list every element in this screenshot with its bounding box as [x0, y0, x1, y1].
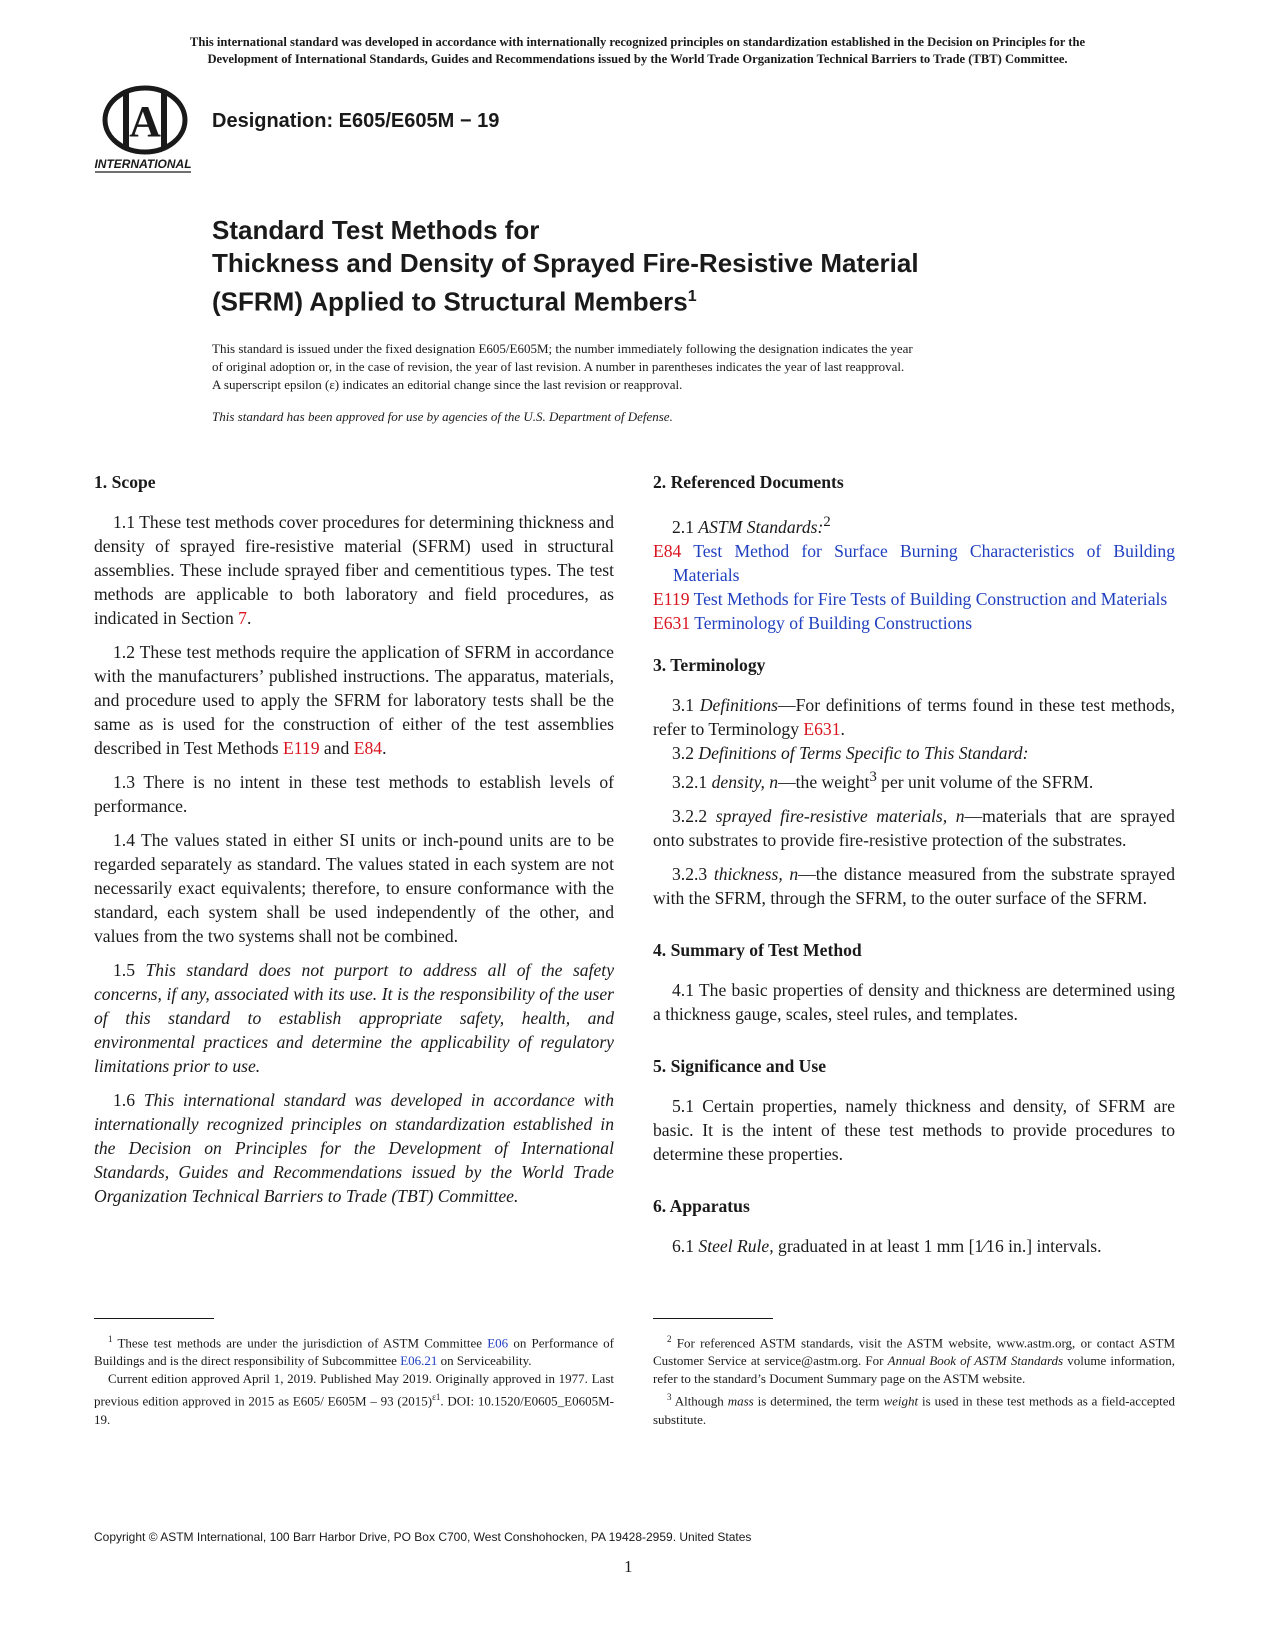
reference-item-e84[interactable] [653, 539, 1175, 587]
e631-link[interactable]: E631 [803, 718, 841, 739]
top-notice-line-2: Development of International Standards, Guides and Recommendations issued by the World Trade Organization Technical Barriers to Trade (TBT) Committee. [207, 52, 1068, 66]
reference-title[interactable]: Test Methods for Fire Tests of Building Construction and Materials [689, 588, 1168, 609]
edition-note-end: . DOI: 10.1520/E0605_E0605M-19. [94, 1393, 614, 1427]
reference-item-e119[interactable] [653, 587, 1175, 611]
paragraph-3-2-3-text: —the distance measured from the substrate sprayed with the SFRM, through the SFRM, to the outer surface of the SFRM. [653, 863, 1176, 908]
paragraph-3-2 [653, 741, 1175, 765]
footnotes-right [653, 1330, 1175, 1429]
footnote-3-text: Although [671, 1393, 728, 1409]
section-heading-significance: 5. Significance and Use [653, 1055, 827, 1076]
paragraph-6-1-number: 6.1 [672, 1235, 699, 1256]
title-line-3-text: (SFRM) Applied to Structural Members [212, 286, 688, 317]
paragraph-1-2 [94, 640, 614, 760]
paragraph-3-1-text: —For definitions of terms found in these test methods, refer to Terminology [653, 694, 1175, 739]
title-line-1: Standard Test Methods for [212, 215, 540, 245]
title-footnote-mark: 1 [687, 288, 697, 305]
reference-code[interactable]: E631 [653, 612, 691, 633]
paragraph-3-2-1-footnote-mark: 3 [869, 768, 877, 785]
footnote-2-end: volume information, refer to the standard’s Document Summary page on the ASTM website. [653, 1353, 1175, 1387]
right-column [653, 470, 1175, 1268]
paragraph-1-5-text: This standard does not purport to address all of the safety concerns, if any, associated with its use. It is the responsibility of the user of this standard to establish appropriate safety, health, and environmental practices and determine the applicability of regulatory limitations prior to use. [94, 960, 614, 1076]
paragraph-1-2-text: 1.2 These test methods require the application of SFRM in accordance with the manufacturers’ published instructions. The apparatus, materials, and procedure used to apply the SFRM for laboratory tests shall be the same as is used for the construction of either of the test assemblies described in Test Methods [94, 642, 614, 758]
reference-code[interactable]: E84 [653, 540, 682, 561]
paragraph-3-2-2-term: sprayed fire-resistive materials, n [715, 805, 965, 826]
e84-link[interactable]: E84 [353, 738, 383, 758]
footnote-rule-left [94, 1318, 214, 1319]
page-number: 1 [624, 1557, 633, 1576]
section-heading-summary: 4. Summary of Test Method [653, 939, 862, 960]
paragraph-1-6 [94, 1088, 614, 1208]
paragraph-6-1-term: Steel Rule, [698, 1235, 774, 1256]
footnote-2-emphasis: Annual Book of ASTM Standards [887, 1353, 1064, 1369]
paragraph-1-3: 1.3 There is no intent in these test methods to establish levels of performance. [94, 772, 614, 816]
paragraph-3-1 [653, 693, 1175, 741]
reference-code[interactable]: E119 [653, 588, 690, 609]
footnote-1-mark: 1 [108, 1334, 113, 1344]
paragraph-3-1-number: 3.1 [672, 694, 700, 715]
paragraph-1-2-end: . [382, 738, 387, 758]
title-line-2: Thickness and Density of Sprayed Fire-Resistive Material [212, 248, 919, 278]
issue-notice-line-1: This standard is issued under the fixed designation E605/E605M; the number immediately following the designation indicates the year [212, 341, 913, 356]
footnote-3-emphasis-mass: mass [727, 1393, 754, 1409]
e119-link[interactable]: E119 [283, 738, 320, 758]
footnotes-left [94, 1330, 614, 1429]
paragraph-3-2-1-end: per unit volume of the SFRM. [876, 771, 1094, 792]
edition-note-text: Current edition approved April 1, 2019. Published May 2019. Originally approved in 1977. Last previous edition approved in 2015 as E605/ E605M – 93 (2015) [94, 1371, 614, 1409]
footnote-2 [653, 1330, 1175, 1388]
title-line-3 [212, 280, 919, 319]
paragraph-3-2-2 [653, 804, 1175, 852]
top-notice-line-1: This international standard was developed in accordance with internationally recognized principles on standardization established in the Decision on Principles for the [189, 35, 1086, 49]
section-heading-referenced-documents: 2. Referenced Documents [653, 472, 844, 492]
footnote-3-mark: 3 [667, 1392, 672, 1403]
paragraph-3-2-2-number: 3.2.2 [672, 805, 716, 826]
paragraph-1-1 [94, 510, 614, 630]
paragraph-3-2-number: 3.2 [672, 742, 699, 763]
paragraph-5-1: 5.1 Certain properties, namely thickness and density, of SFRM are basic. It is the intent of these test methods to provide procedures to determine these properties. [653, 1095, 1175, 1164]
paragraph-2-1-number: 2.1 [672, 516, 699, 537]
issue-notice [212, 340, 1082, 394]
paragraph-3-2-1-text: —the weight [778, 771, 870, 792]
paragraph-1-1-text: 1.1 These test methods cover procedures for determining thickness and density of sprayed fire-resistive material (SFRM) used in structural assemblies. These include sprayed fiber and cementitious types. The test methods are applicable to both laboratory and field procedures, as indicated in Section [94, 512, 614, 628]
paragraph-3-2-1 [653, 765, 1175, 794]
paragraph-1-5-number: 1.5 [113, 960, 146, 980]
reference-title[interactable]: Test Method for Surface Burning Characteristics of Building Materials [673, 540, 1175, 585]
edition-note-epsilon: ε1 [432, 1392, 441, 1403]
left-column [94, 470, 614, 1218]
paragraph-3-2-text: Definitions of Terms Specific to This Standard: [698, 742, 1029, 763]
footnote-3 [653, 1388, 1175, 1428]
issue-notice-line-2: of original adoption or, in the case of revision, the year of last revision. A number in parentheses indicates the year of last reapproval. [212, 359, 905, 374]
paragraph-3-2-3-term: thickness, n [713, 863, 799, 884]
reference-item-e631[interactable] [653, 611, 1175, 635]
paragraph-1-6-text: This international standard was developed in accordance with internationally recognized principles on standardization established in the Decision on Principles for the Development of International Standards, Guides and Recommendations issued by the World Trade Organization Technical Barriers to Trade (TBT) Committee. [94, 1090, 614, 1206]
footnote-3-mid: is determined, the term [753, 1393, 884, 1409]
footnote-3-emphasis-weight: weight [883, 1393, 919, 1409]
footnote-2-mark: 2 [667, 1334, 672, 1344]
footnote-3-end: is used in these test methods as a field-accepted substitute. [653, 1393, 1175, 1427]
footnote-1 [94, 1330, 614, 1370]
paragraph-3-1-term: Definitions [699, 694, 779, 715]
svg-text:A: A [129, 97, 161, 146]
logo-text: INTERNATIONAL [94, 157, 192, 171]
section-heading-terminology: 3. Terminology [653, 654, 766, 675]
issue-notice-line-3: A superscript epsilon (ε) indicates an editorial change since the last revision or reapproval. [212, 377, 683, 392]
paragraph-1-4: 1.4 The values stated in either SI units or inch-pound units are to be regarded separately as standard. The values stated in each system are not necessarily exact equivalents; therefore, to ensure conformance with the standard, each system shall be used independently of the other, and values from the two systems shall not be combined. [94, 830, 614, 946]
footnote-2-text: For referenced ASTM standards, visit the ASTM website, www.astm.org, or contact ASTM Customer Service at service@astm.org. For [653, 1335, 1175, 1369]
reference-title[interactable]: Terminology of Building Constructions [690, 612, 973, 633]
paragraph-3-1-end: . [840, 718, 845, 739]
paragraph-1-1-end: . [246, 608, 252, 628]
paragraph-1-2-and: and [319, 738, 354, 758]
paragraph-2-1-footnote-mark: 2 [823, 514, 831, 530]
paragraph-6-1-text: graduated in at least 1 mm [1⁄16 in.] intervals. [773, 1235, 1102, 1256]
paragraph-3-2-1-term: density, n [711, 771, 779, 792]
paragraph-6-1 [653, 1234, 1175, 1258]
committee-e06-link[interactable]: E06 [487, 1335, 509, 1351]
astm-logo [93, 84, 203, 180]
paragraph-3-2-3-number: 3.2.3 [672, 863, 714, 884]
footnote-1-text: These test methods are under the jurisdiction of ASTM Committee [112, 1335, 488, 1351]
document-title [212, 214, 919, 319]
paragraph-2-1 [653, 510, 1175, 539]
paragraph-1-5 [94, 958, 614, 1078]
footnote-1-mid: on Performance of Buildings and is the direct responsibility of Subcommittee [94, 1335, 614, 1369]
paragraph-3-2-1-number: 3.2.1 [672, 771, 712, 792]
edition-note [94, 1370, 614, 1428]
paragraph-3-2-2-text: —materials that are sprayed onto substrates to provide fire-resistive protection of the substrates. [653, 805, 1175, 850]
section-7-link[interactable]: 7 [238, 608, 247, 628]
section-heading-scope: 1. Scope [94, 472, 156, 492]
dod-notice: This standard has been approved for use by agencies of the U.S. Department of Defense. [212, 409, 673, 424]
footnote-rule-right [653, 1318, 773, 1319]
paragraph-4-1: 4.1 The basic properties of density and thickness are determined using a thickness gauge, scales, steel rules, and templates. [653, 979, 1175, 1024]
paragraph-1-6-number: 1.6 [113, 1090, 144, 1110]
paragraph-2-1-text: ASTM Standards: [698, 516, 824, 537]
subcommittee-e06-21-link[interactable]: E06.21 [400, 1353, 438, 1369]
footnote-1-end: on Serviceability. [437, 1353, 532, 1369]
paragraph-3-2-3 [653, 862, 1175, 910]
copyright-line: Copyright © ASTM International, 100 Barr Harbor Drive, PO Box C700, West Conshohocken, PA 19428-2959. United States [94, 1530, 752, 1544]
top-notice [80, 34, 1195, 68]
section-heading-apparatus: 6. Apparatus [653, 1195, 750, 1216]
designation: Designation: E605/E605M − 19 [212, 110, 500, 132]
